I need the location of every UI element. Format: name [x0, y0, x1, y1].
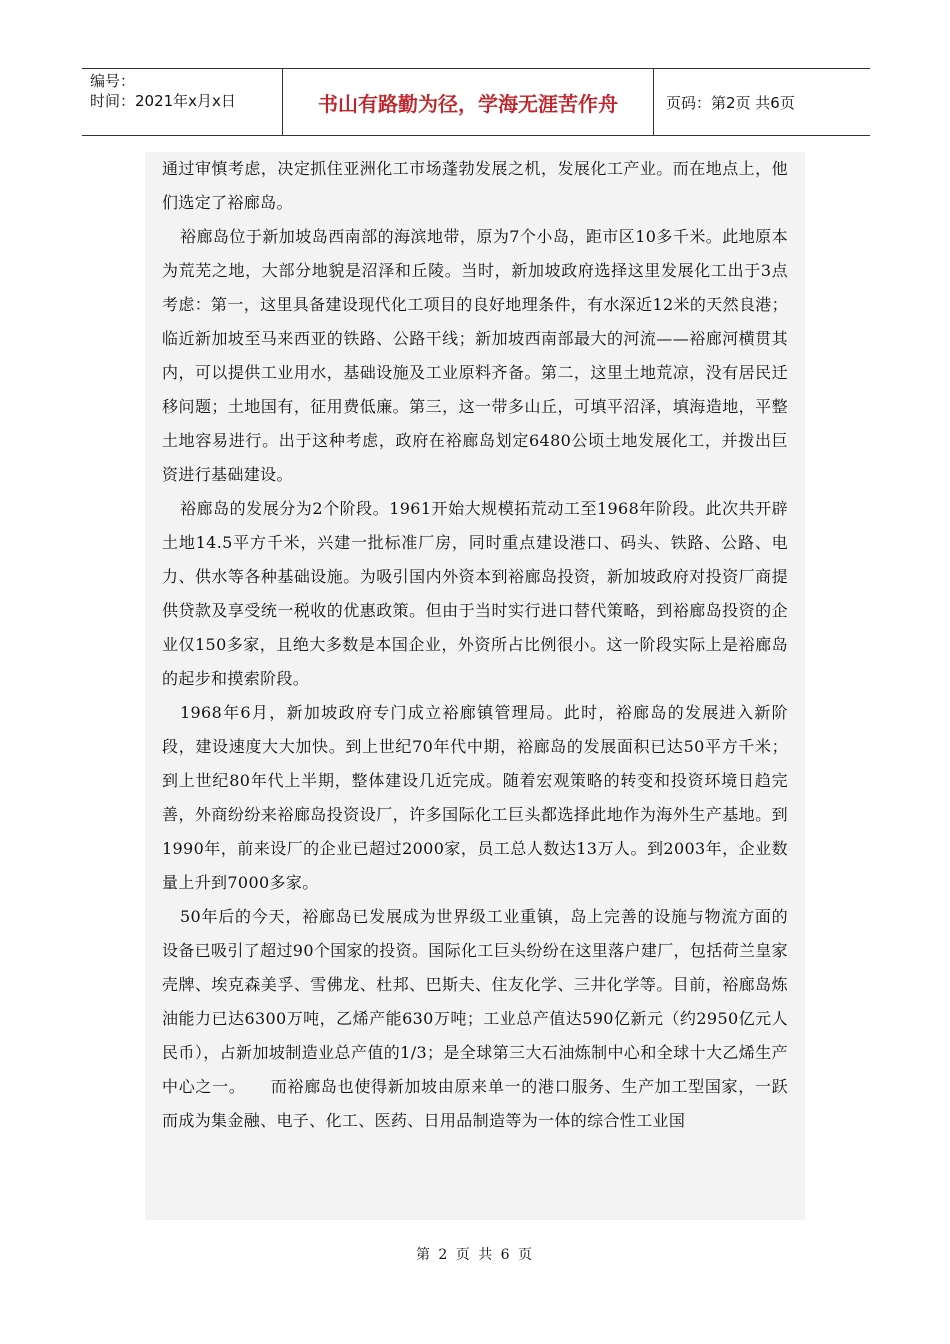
paragraph-5: 50年后的今天，裕廊岛已发展成为世界级工业重镇，岛上完善的设施与物流方面的设备已吸引了超过90个国家的投资。国际化工巨头纷纷在这里落户建厂，包括荷兰皇家壳牌、埃克森美孚、雪佛龙、杜邦、巴斯夫、住友化学、三井化学等。目前，裕廊岛炼油能力已达6300万吨，乙烯产能630万吨；工业总产值达590亿新元（约2950亿元人民币），占新加坡制造业总产值的1/3；是全球第三大石油炼制中心和全球十大乙烯生产中心之一。 而裕廊岛也使得新加坡由原来单一的港口服务、生产加工型国家，一跃而成为集金融、电子、化工、医药、日用品制造等为一体的综合性工业国	[162, 907, 789, 1130]
paragraph-2: 裕廊岛位于新加坡岛西南部的海滨地带，原为7个小岛，距市区10多千米。此地原本为荒芜之地，大部分地貌是沼泽和丘陵。当时，新加坡政府选择这里发展化工出于3点考虑：第一，这里具备建设现代化工项目的良好地理条件，有水深近12米的天然良港；临近新加坡至马来西亚的铁路、公路干线；新加坡西南部最大的河流——裕廊河横贯其内，可以提供工业用水，基础设施及工业原料齐备。第二，这里土地荒凉，没有居民迁移问题；土地国有，征用费低廉。第三，这一带多山丘，可填平沼泽，填海造地，平整土地容易进行。出于这种考虑，政府在裕廊岛划定6480公顷土地发展化工，并拨出巨资进行基础建设。	[162, 227, 789, 484]
header-page-label: 页码：第2页 共6页	[666, 93, 795, 112]
serial-label: 编号：	[90, 72, 136, 90]
page-footer: 第 2 页 共 6 页	[415, 1247, 535, 1263]
page-header	[82, 68, 870, 136]
paragraph-3: 裕廊岛的发展分为2个阶段。1961开始大规模拓荒动工至1968年阶段。此次共开辟土地14.5平方千米，兴建一批标准厂房，同时重点建设港口、码头、铁路、公路、电力、供水等各种基础设施。为吸引国内外资本到裕廊岛投资，新加坡政府对投资厂商提供贷款及享受统一税收的优惠政策。但由于当时实行进口替代策略，到裕廊岛投资的企业仅150多家，且绝大多数是本国企业，外资所占比例很小。这一阶段实际上是裕廊岛的起步和摸索阶段。	[162, 499, 788, 688]
time-label: 时间：2021年x月x日	[90, 92, 236, 110]
header-motto: 书山有路勤为径，学海无涯苦作舟	[283, 69, 654, 135]
header-info-cell	[82, 69, 283, 135]
paragraph-1: 通过审慎考虑，决定抓住亚洲化工市场蓬勃发展之机，发展化工产业。而在地点上，他们选定了裕廊岛。	[162, 159, 788, 212]
document-body	[145, 152, 805, 1220]
paragraph-4: 1968年6月，新加坡政府专门成立裕廊镇管理局。此时，裕廊岛的发展进入新阶段，建设速度大大加快。到上世纪70年代中期，裕廊岛的发展面积已达50平方千米；到上世纪80年代上半期，整体建设几近完成。随着宏观策略的转变和投资环境日趋完善，外商纷纷来裕廊岛投资设厂，许多国际化工巨头都选择此地作为海外生产基地。到1990年，前来设厂的企业已超过2000家，员工总人数达13万人。到2003年，企业数量上升到7000多家。	[162, 703, 788, 892]
